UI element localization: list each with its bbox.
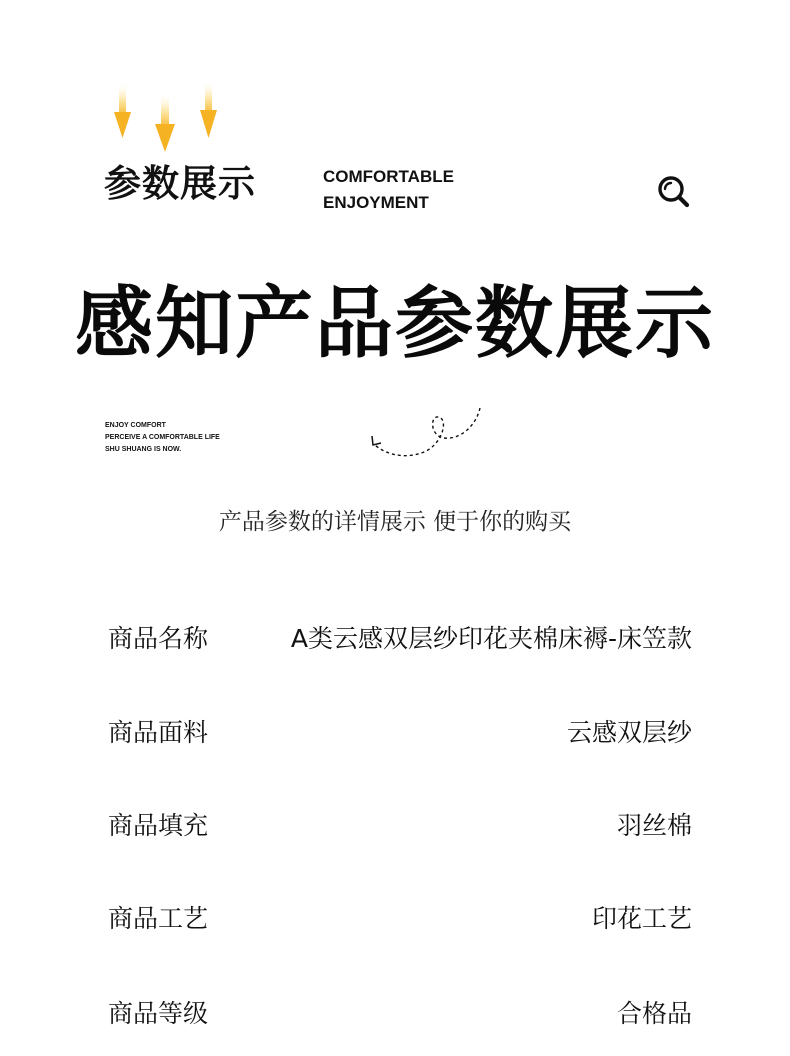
subtitle: 产品参数的详情展示 便于你的购买 bbox=[218, 509, 572, 535]
param-value: A类云感双层纱印花夹棉床褥-床笠款 bbox=[290, 624, 692, 653]
param-value: 羽丝棉 bbox=[616, 811, 692, 840]
param-label: 商品填充 bbox=[108, 811, 209, 840]
param-row-fabric bbox=[108, 713, 692, 753]
param-row-craft bbox=[108, 899, 692, 939]
param-label: 商品等级 bbox=[108, 999, 209, 1028]
down-arrow-icon bbox=[200, 80, 217, 138]
down-arrow-icon bbox=[114, 82, 131, 138]
param-row-filling bbox=[108, 806, 692, 846]
english-slogan-line: ENJOYMENT bbox=[323, 193, 429, 212]
param-label: 商品工艺 bbox=[108, 904, 209, 933]
headline: 感知产品参数展示 bbox=[74, 279, 715, 369]
param-value: 合格品 bbox=[616, 999, 692, 1028]
param-row-grade bbox=[108, 994, 692, 1034]
param-value: 印花工艺 bbox=[591, 904, 692, 933]
down-arrows-decoration bbox=[108, 78, 228, 158]
param-label: 商品名称 bbox=[108, 624, 209, 653]
swirl-arrow-icon bbox=[364, 404, 488, 462]
small-english-line: ENJOY COMFORT bbox=[105, 422, 166, 429]
param-label: 商品面料 bbox=[108, 718, 209, 747]
search-icon bbox=[656, 174, 692, 210]
param-row-name bbox=[108, 619, 692, 659]
param-value: 云感双层纱 bbox=[566, 718, 692, 747]
small-english-line: PERCEIVE A COMFORTABLE LIFE bbox=[105, 434, 220, 441]
english-slogan-line: COMFORTABLE bbox=[323, 167, 454, 186]
english-slogan bbox=[323, 164, 454, 216]
section-title: 参数展示 bbox=[104, 162, 256, 205]
small-english-line: SHU SHUANG IS NOW. bbox=[105, 446, 182, 453]
small-english-text bbox=[105, 420, 220, 456]
down-arrow-icon bbox=[155, 92, 175, 152]
